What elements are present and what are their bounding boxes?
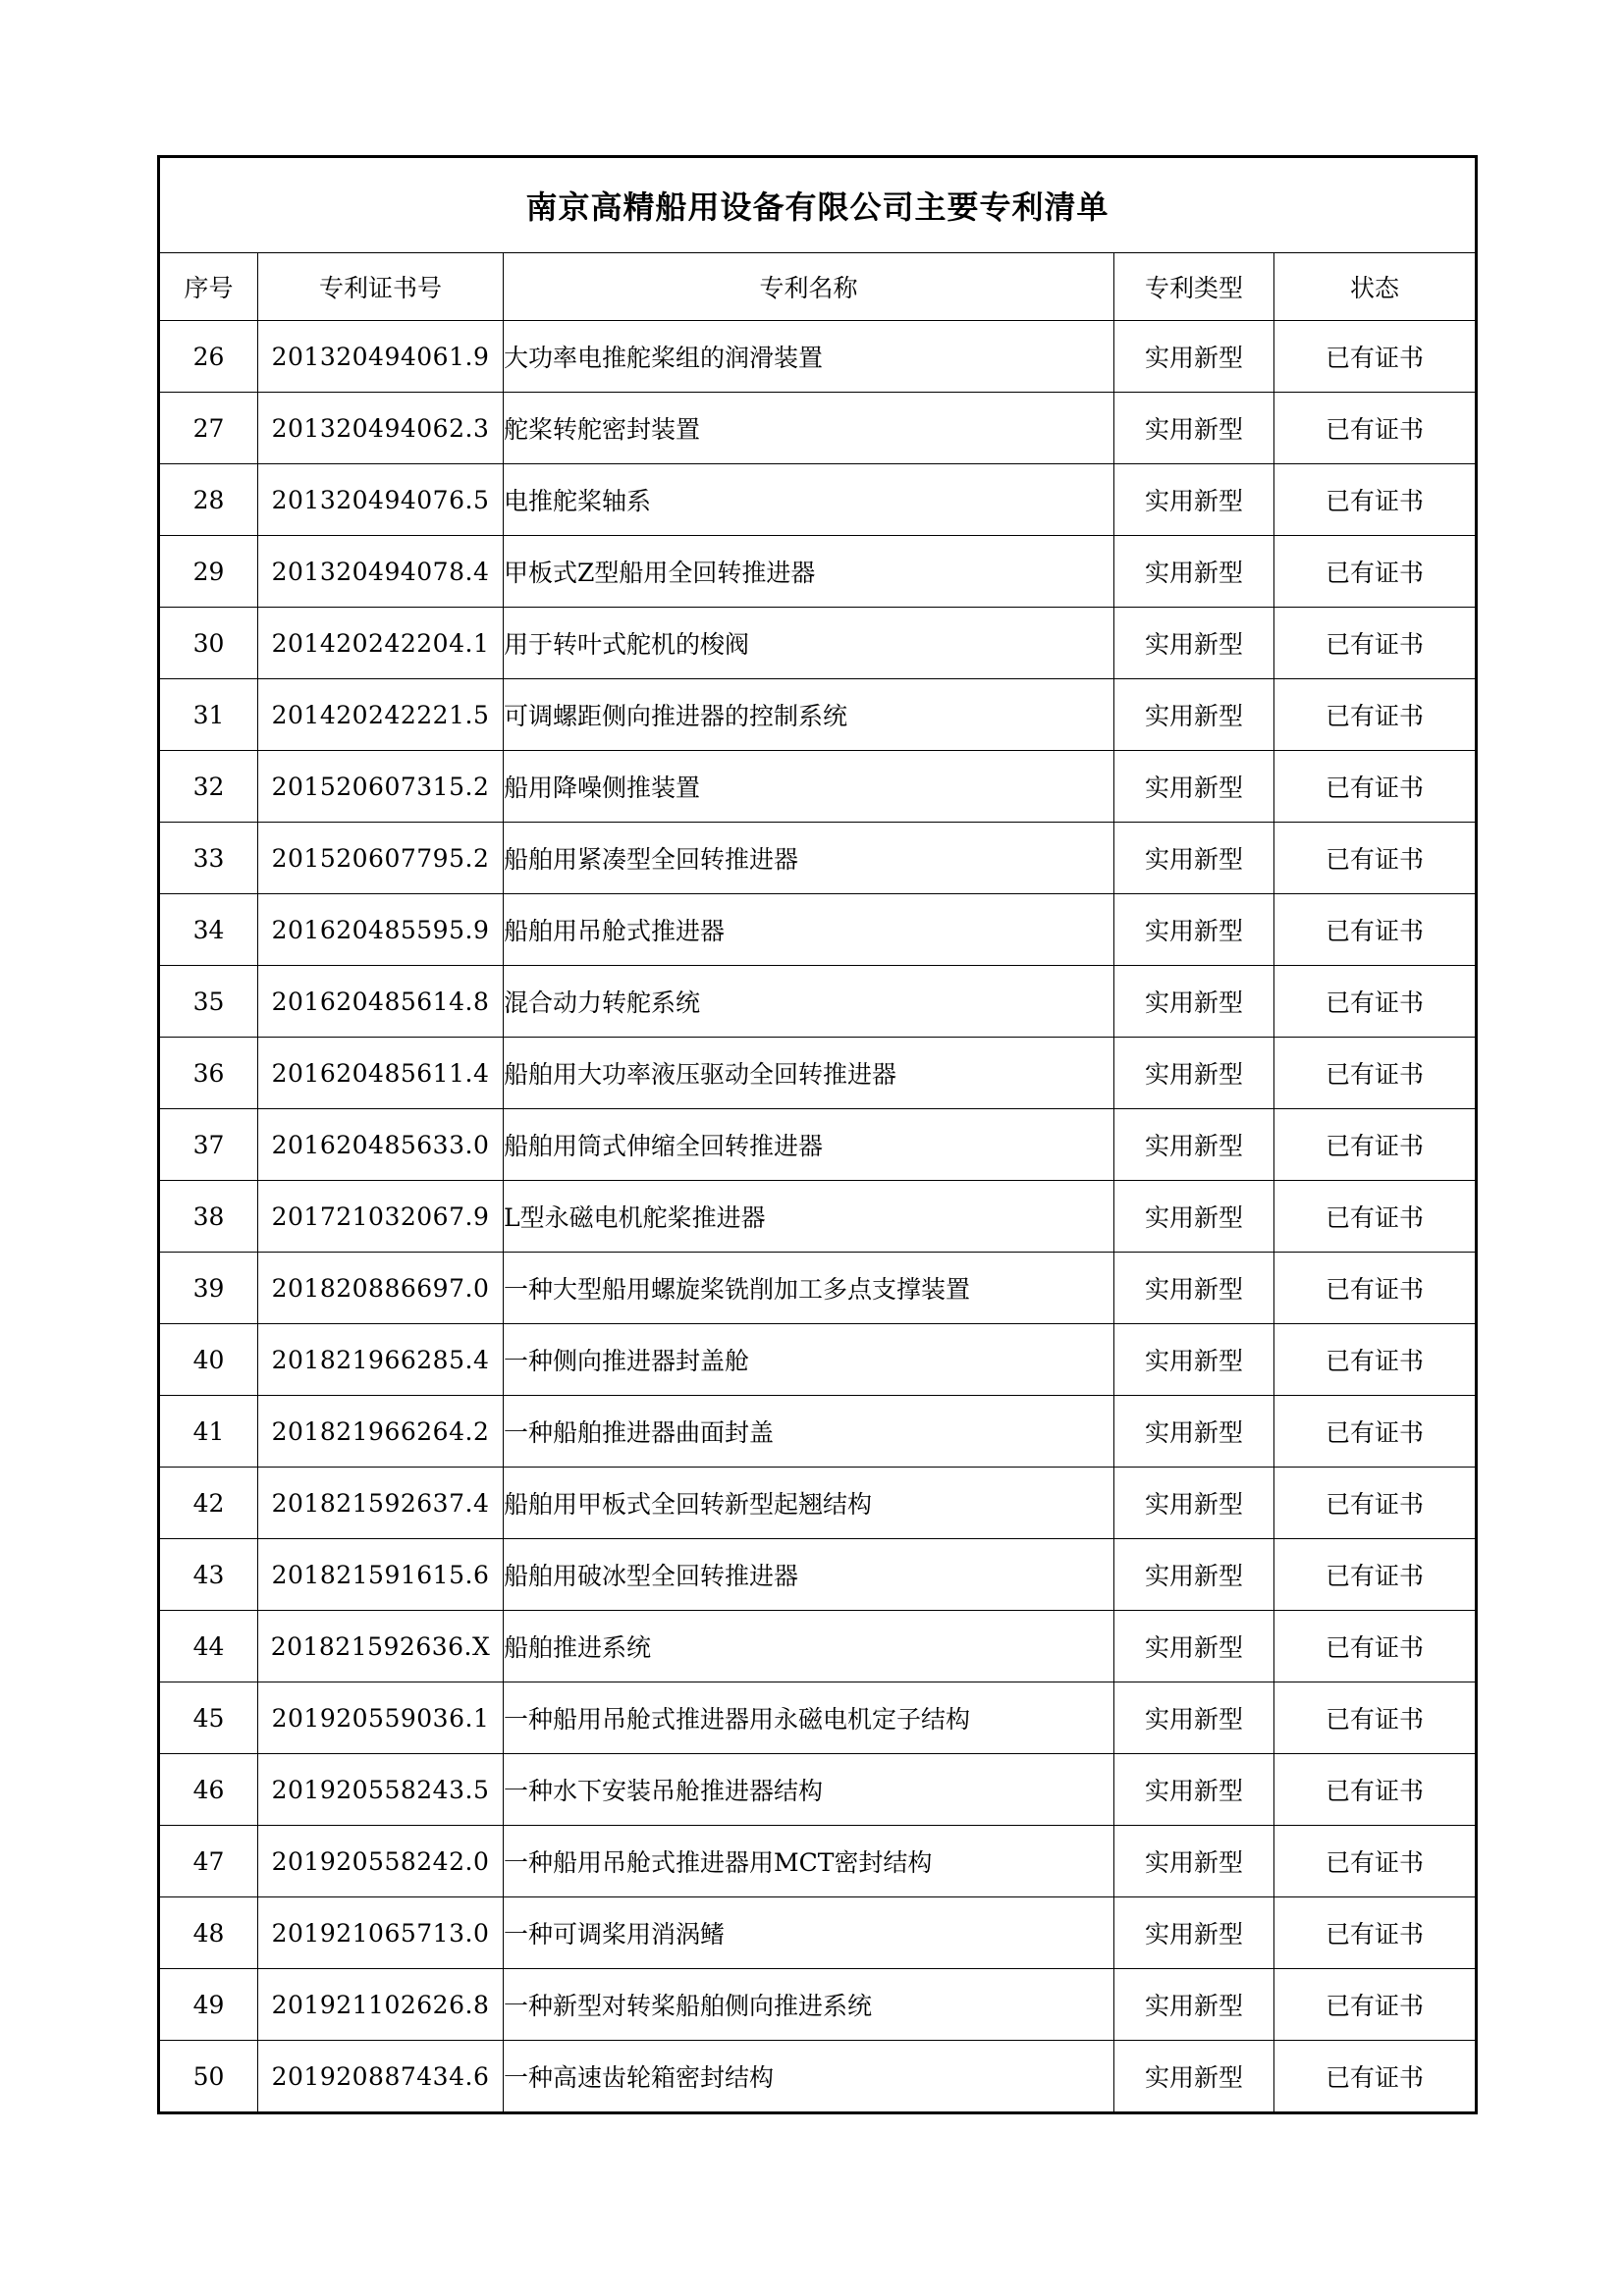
cell-patent-name: 船舶用吊舱式推进器 <box>504 894 1114 966</box>
cell-seq: 40 <box>159 1324 258 1396</box>
header-row <box>159 253 1477 321</box>
cell-status: 已有证书 <box>1274 393 1477 464</box>
cell-cert-number: 201520607795.2 <box>258 823 504 894</box>
cell-patent-name: 一种新型对转桨船舶侧向推进系统 <box>504 1969 1114 2041</box>
cell-status: 已有证书 <box>1274 1969 1477 2041</box>
cell-cert-number: 201821592636.X <box>258 1611 504 1682</box>
cell-cert-number: 201921102626.8 <box>258 1969 504 2041</box>
cell-seq: 36 <box>159 1038 258 1109</box>
cell-patent-type: 实用新型 <box>1114 1611 1274 1682</box>
cell-patent-type: 实用新型 <box>1114 1682 1274 1754</box>
cell-patent-name: 船舶用甲板式全回转新型起翘结构 <box>504 1468 1114 1539</box>
cell-patent-name: 用于转叶式舵机的梭阀 <box>504 608 1114 679</box>
cell-cert-number: 201320494078.4 <box>258 536 504 608</box>
cell-seq: 38 <box>159 1181 258 1253</box>
cell-patent-name: L型永磁电机舵桨推进器 <box>504 1181 1114 1253</box>
cell-status: 已有证书 <box>1274 1038 1477 1109</box>
cell-status: 已有证书 <box>1274 1539 1477 1611</box>
cell-patent-name: 船舶用紧凑型全回转推进器 <box>504 823 1114 894</box>
cell-patent-name: 船舶用破冰型全回转推进器 <box>504 1539 1114 1611</box>
table-row <box>159 751 1477 823</box>
cell-cert-number: 201320494061.9 <box>258 321 504 393</box>
cell-patent-type: 实用新型 <box>1114 1826 1274 1897</box>
table-row <box>159 1611 1477 1682</box>
cell-patent-type: 实用新型 <box>1114 464 1274 536</box>
cell-cert-number: 201620485595.9 <box>258 894 504 966</box>
table-row <box>159 1181 1477 1253</box>
table-row <box>159 1396 1477 1468</box>
cell-patent-name: 船用降噪侧推装置 <box>504 751 1114 823</box>
cell-patent-name: 一种侧向推进器封盖舱 <box>504 1324 1114 1396</box>
cell-patent-type: 实用新型 <box>1114 1181 1274 1253</box>
cell-cert-number: 201821966285.4 <box>258 1324 504 1396</box>
column-header-name: 专利名称 <box>504 253 1114 321</box>
cell-patent-type: 实用新型 <box>1114 894 1274 966</box>
cell-cert-number: 201620485633.0 <box>258 1109 504 1181</box>
cell-patent-name: 一种水下安装吊舱推进器结构 <box>504 1754 1114 1826</box>
table-row <box>159 464 1477 536</box>
cell-seq: 34 <box>159 894 258 966</box>
cell-seq: 44 <box>159 1611 258 1682</box>
cell-status: 已有证书 <box>1274 751 1477 823</box>
cell-seq: 39 <box>159 1253 258 1324</box>
table-row <box>159 1826 1477 1897</box>
cell-status: 已有证书 <box>1274 1324 1477 1396</box>
cell-status: 已有证书 <box>1274 321 1477 393</box>
column-header-seq: 序号 <box>159 253 258 321</box>
cell-patent-type: 实用新型 <box>1114 1897 1274 1969</box>
cell-patent-name: 舵桨转舵密封装置 <box>504 393 1114 464</box>
cell-cert-number: 201320494062.3 <box>258 393 504 464</box>
cell-patent-name: 一种船舶推进器曲面封盖 <box>504 1396 1114 1468</box>
cell-patent-type: 实用新型 <box>1114 393 1274 464</box>
table-row <box>159 1324 1477 1396</box>
table-row <box>159 536 1477 608</box>
cell-patent-type: 实用新型 <box>1114 2041 1274 2113</box>
cell-patent-name: 一种船用吊舱式推进器用永磁电机定子结构 <box>504 1682 1114 1754</box>
cell-status: 已有证书 <box>1274 1826 1477 1897</box>
cell-patent-type: 实用新型 <box>1114 1969 1274 2041</box>
cell-patent-name: 电推舵桨轴系 <box>504 464 1114 536</box>
table-row <box>159 823 1477 894</box>
table-row <box>159 1468 1477 1539</box>
cell-status: 已有证书 <box>1274 1468 1477 1539</box>
cell-status: 已有证书 <box>1274 2041 1477 2113</box>
cell-cert-number: 201821591615.6 <box>258 1539 504 1611</box>
cell-patent-type: 实用新型 <box>1114 1539 1274 1611</box>
cell-status: 已有证书 <box>1274 536 1477 608</box>
cell-patent-type: 实用新型 <box>1114 321 1274 393</box>
column-header-status: 状态 <box>1274 253 1477 321</box>
cell-seq: 49 <box>159 1969 258 2041</box>
cell-patent-name: 可调螺距侧向推进器的控制系统 <box>504 679 1114 751</box>
cell-patent-name: 甲板式Z型船用全回转推进器 <box>504 536 1114 608</box>
cell-seq: 41 <box>159 1396 258 1468</box>
cell-patent-name: 一种可调桨用消涡鳍 <box>504 1897 1114 1969</box>
cell-cert-number: 201620485611.4 <box>258 1038 504 1109</box>
cell-patent-type: 实用新型 <box>1114 536 1274 608</box>
cell-cert-number: 201721032067.9 <box>258 1181 504 1253</box>
cell-patent-name: 船舶推进系统 <box>504 1611 1114 1682</box>
cell-seq: 45 <box>159 1682 258 1754</box>
cell-patent-type: 实用新型 <box>1114 1109 1274 1181</box>
table-row <box>159 1253 1477 1324</box>
cell-seq: 47 <box>159 1826 258 1897</box>
cell-patent-type: 实用新型 <box>1114 823 1274 894</box>
cell-patent-name: 大功率电推舵桨组的润滑装置 <box>504 321 1114 393</box>
cell-seq: 26 <box>159 321 258 393</box>
cell-patent-type: 实用新型 <box>1114 1396 1274 1468</box>
cell-status: 已有证书 <box>1274 679 1477 751</box>
column-header-type: 专利类型 <box>1114 253 1274 321</box>
cell-cert-number: 201921065713.0 <box>258 1897 504 1969</box>
table-row <box>159 894 1477 966</box>
cell-patent-type: 实用新型 <box>1114 1253 1274 1324</box>
cell-status: 已有证书 <box>1274 1897 1477 1969</box>
cell-cert-number: 201920887434.6 <box>258 2041 504 2113</box>
table-row <box>159 679 1477 751</box>
cell-cert-number: 201920558243.5 <box>258 1754 504 1826</box>
cell-seq: 43 <box>159 1539 258 1611</box>
cell-patent-type: 实用新型 <box>1114 1754 1274 1826</box>
cell-seq: 33 <box>159 823 258 894</box>
cell-seq: 35 <box>159 966 258 1038</box>
table-row <box>159 321 1477 393</box>
cell-cert-number: 201420242221.5 <box>258 679 504 751</box>
table-row <box>159 2041 1477 2113</box>
table-row <box>159 1969 1477 2041</box>
cell-status: 已有证书 <box>1274 966 1477 1038</box>
patent-list-sheet <box>157 155 1475 2114</box>
cell-seq: 31 <box>159 679 258 751</box>
table-row <box>159 1109 1477 1181</box>
column-header-cert: 专利证书号 <box>258 253 504 321</box>
cell-cert-number: 201520607315.2 <box>258 751 504 823</box>
cell-patent-name: 一种大型船用螺旋桨铣削加工多点支撑装置 <box>504 1253 1114 1324</box>
cell-status: 已有证书 <box>1274 1611 1477 1682</box>
table-row <box>159 1682 1477 1754</box>
cell-status: 已有证书 <box>1274 464 1477 536</box>
table-row <box>159 1754 1477 1826</box>
cell-seq: 37 <box>159 1109 258 1181</box>
table-row <box>159 966 1477 1038</box>
cell-cert-number: 201920559036.1 <box>258 1682 504 1754</box>
cell-patent-type: 实用新型 <box>1114 679 1274 751</box>
table-row <box>159 1038 1477 1109</box>
cell-seq: 32 <box>159 751 258 823</box>
cell-seq: 48 <box>159 1897 258 1969</box>
cell-seq: 30 <box>159 608 258 679</box>
patent-rows <box>159 321 1477 2113</box>
cell-status: 已有证书 <box>1274 1181 1477 1253</box>
table-row <box>159 608 1477 679</box>
cell-status: 已有证书 <box>1274 1396 1477 1468</box>
cell-patent-name: 一种船用吊舱式推进器用MCT密封结构 <box>504 1826 1114 1897</box>
cell-seq: 46 <box>159 1754 258 1826</box>
cell-seq: 42 <box>159 1468 258 1539</box>
cell-patent-name: 船舶用大功率液压驱动全回转推进器 <box>504 1038 1114 1109</box>
cell-seq: 29 <box>159 536 258 608</box>
cell-patent-name: 一种高速齿轮箱密封结构 <box>504 2041 1114 2113</box>
cell-status: 已有证书 <box>1274 1682 1477 1754</box>
cell-seq: 27 <box>159 393 258 464</box>
patent-table <box>157 155 1478 2114</box>
cell-cert-number: 201420242204.1 <box>258 608 504 679</box>
cell-status: 已有证书 <box>1274 1109 1477 1181</box>
cell-status: 已有证书 <box>1274 1754 1477 1826</box>
cell-patent-type: 实用新型 <box>1114 966 1274 1038</box>
cell-cert-number: 201920558242.0 <box>258 1826 504 1897</box>
cell-patent-type: 实用新型 <box>1114 1324 1274 1396</box>
cell-seq: 28 <box>159 464 258 536</box>
table-row <box>159 393 1477 464</box>
cell-cert-number: 201821966264.2 <box>258 1396 504 1468</box>
cell-cert-number: 201821592637.4 <box>258 1468 504 1539</box>
cell-patent-name: 船舶用筒式伸缩全回转推进器 <box>504 1109 1114 1181</box>
cell-cert-number: 201820886697.0 <box>258 1253 504 1324</box>
cell-patent-type: 实用新型 <box>1114 1468 1274 1539</box>
cell-status: 已有证书 <box>1274 1253 1477 1324</box>
cell-patent-type: 实用新型 <box>1114 608 1274 679</box>
cell-cert-number: 201620485614.8 <box>258 966 504 1038</box>
cell-patent-name: 混合动力转舵系统 <box>504 966 1114 1038</box>
table-title: 南京高精船用设备有限公司主要专利清单 <box>159 157 1477 253</box>
cell-patent-type: 实用新型 <box>1114 751 1274 823</box>
table-row <box>159 1539 1477 1611</box>
cell-status: 已有证书 <box>1274 894 1477 966</box>
cell-patent-type: 实用新型 <box>1114 1038 1274 1109</box>
cell-status: 已有证书 <box>1274 608 1477 679</box>
table-row <box>159 1897 1477 1969</box>
cell-cert-number: 201320494076.5 <box>258 464 504 536</box>
cell-seq: 50 <box>159 2041 258 2113</box>
cell-status: 已有证书 <box>1274 823 1477 894</box>
